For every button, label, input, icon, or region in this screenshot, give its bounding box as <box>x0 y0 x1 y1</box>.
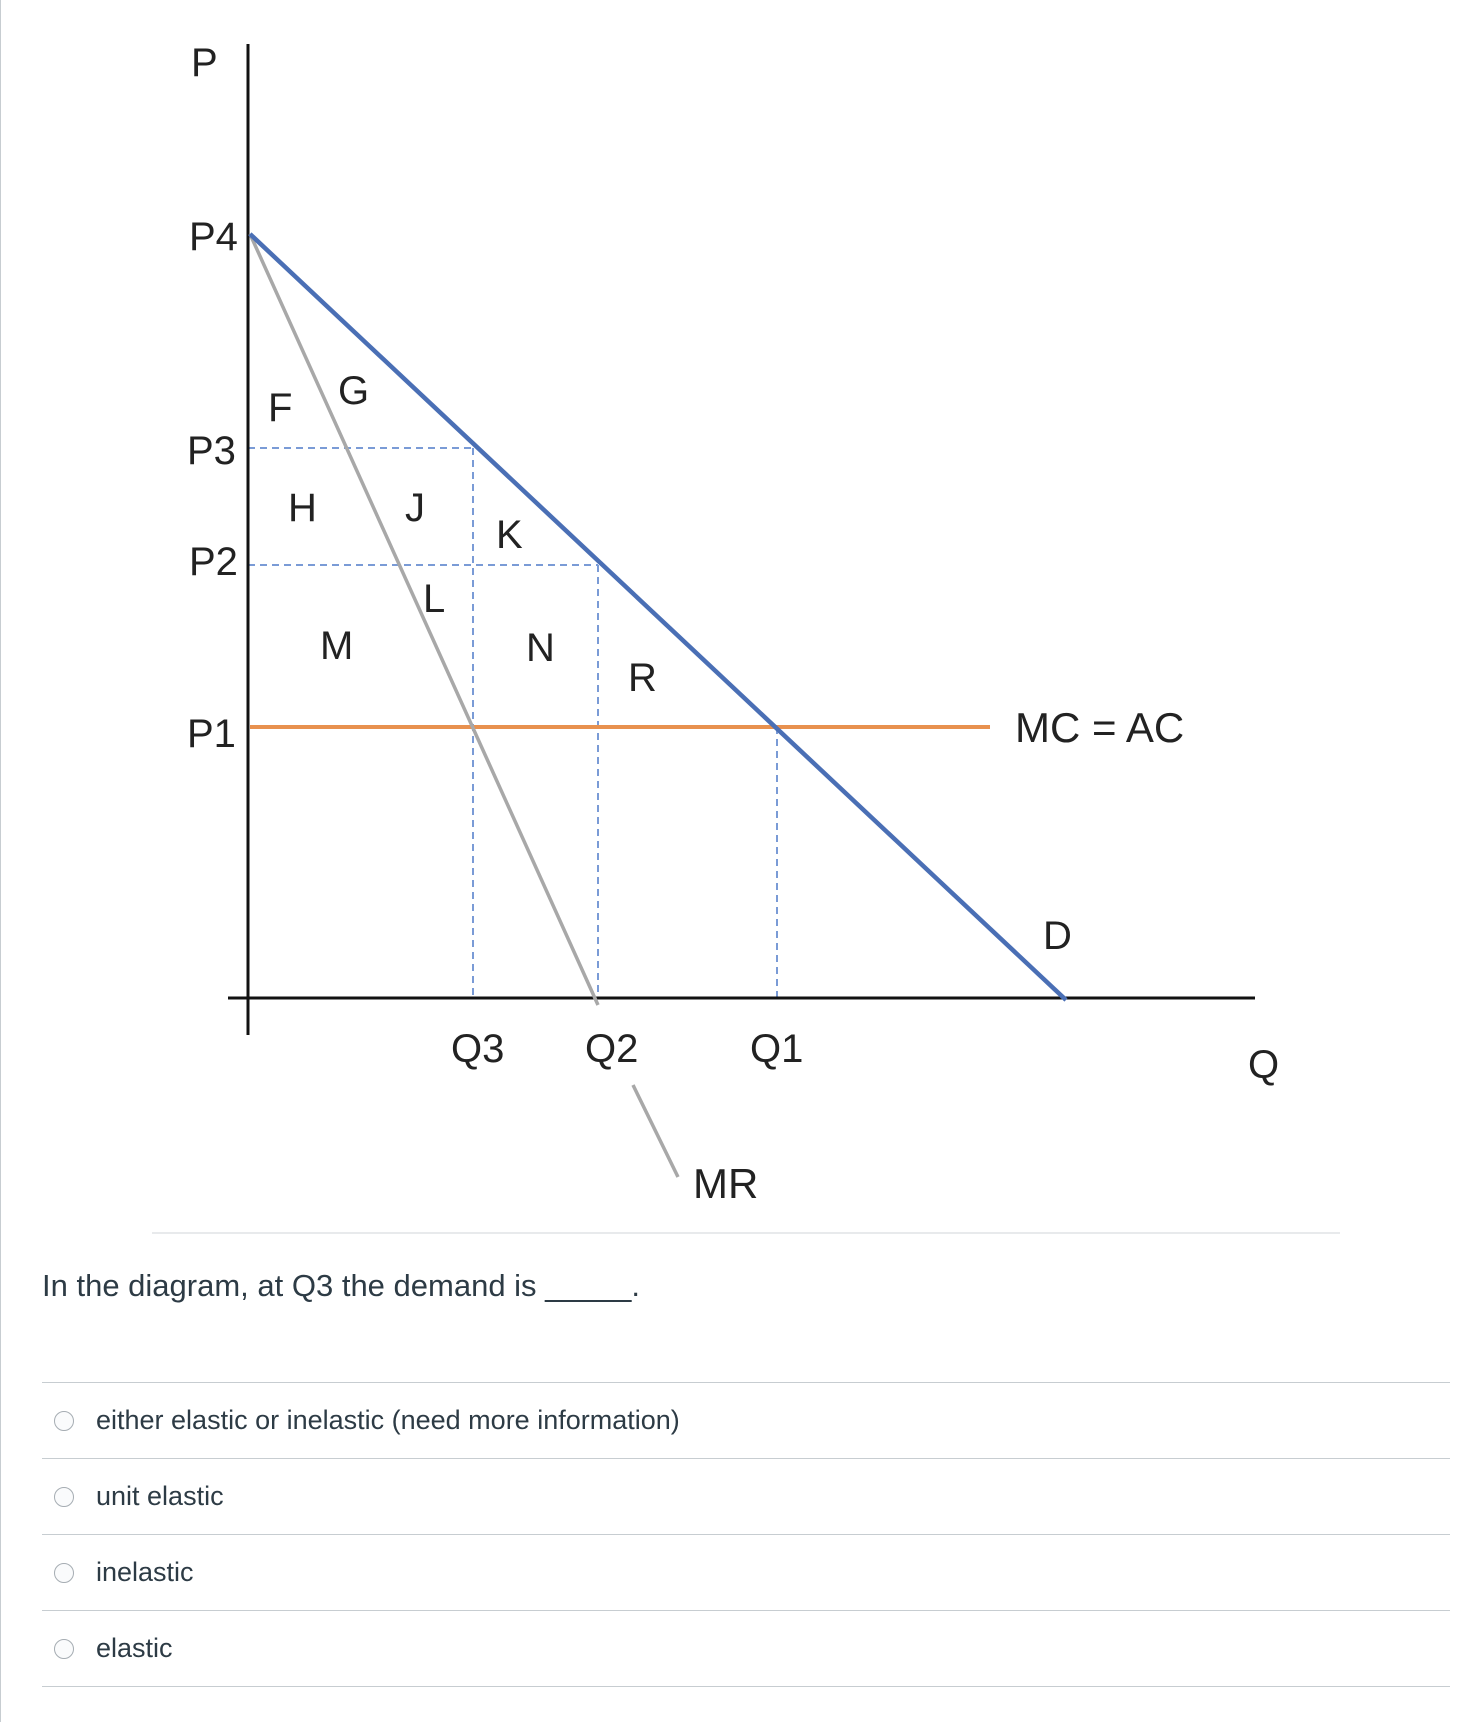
area-l-label: L <box>423 577 446 621</box>
q3-label: Q3 <box>451 1027 505 1071</box>
radio-button[interactable] <box>54 1563 74 1583</box>
p2-label: P2 <box>189 540 238 584</box>
radio-button[interactable] <box>54 1639 74 1659</box>
answer-label: unit elastic <box>96 1481 224 1511</box>
p3-label: P3 <box>187 429 236 473</box>
answer-label: elastic <box>96 1633 173 1663</box>
demand-curve <box>250 234 1066 1000</box>
answer-option[interactable] <box>42 1382 1450 1458</box>
quantity-axis-label: Q <box>1248 1043 1280 1087</box>
price-axis-label: P <box>191 41 218 85</box>
p4-label: P4 <box>189 215 238 259</box>
area-g-label: G <box>338 369 370 413</box>
answer-label: either elastic or inelastic (need more information) <box>96 1405 680 1435</box>
radio-button[interactable] <box>54 1487 74 1507</box>
question-text: In the diagram, at Q3 the demand is _____. <box>42 1268 640 1303</box>
answer-option[interactable] <box>42 1534 1450 1610</box>
demand-curve-label: D <box>1043 914 1072 958</box>
area-m-label: M <box>320 624 354 668</box>
area-h-label: H <box>288 486 317 530</box>
q1-label: Q1 <box>750 1027 804 1071</box>
q2-label: Q2 <box>585 1027 639 1071</box>
radio-button[interactable] <box>54 1411 74 1431</box>
answer-option[interactable] <box>42 1458 1450 1534</box>
answer-label: inelastic <box>96 1557 194 1587</box>
marginal-revenue-curve-tail <box>633 1085 678 1177</box>
p1-label: P1 <box>187 712 236 756</box>
answer-list <box>42 1382 1450 1687</box>
question-divider <box>152 1232 1340 1234</box>
area-j-label: J <box>405 486 425 530</box>
cost-curve-label: MC = AC <box>1015 704 1185 751</box>
area-k-label: K <box>496 513 523 557</box>
area-n-label: N <box>526 626 555 670</box>
area-f-label: F <box>268 386 293 430</box>
area-r-label: R <box>628 656 657 700</box>
marginal-revenue-label: MR <box>693 1160 759 1207</box>
answer-option[interactable] <box>42 1610 1450 1687</box>
